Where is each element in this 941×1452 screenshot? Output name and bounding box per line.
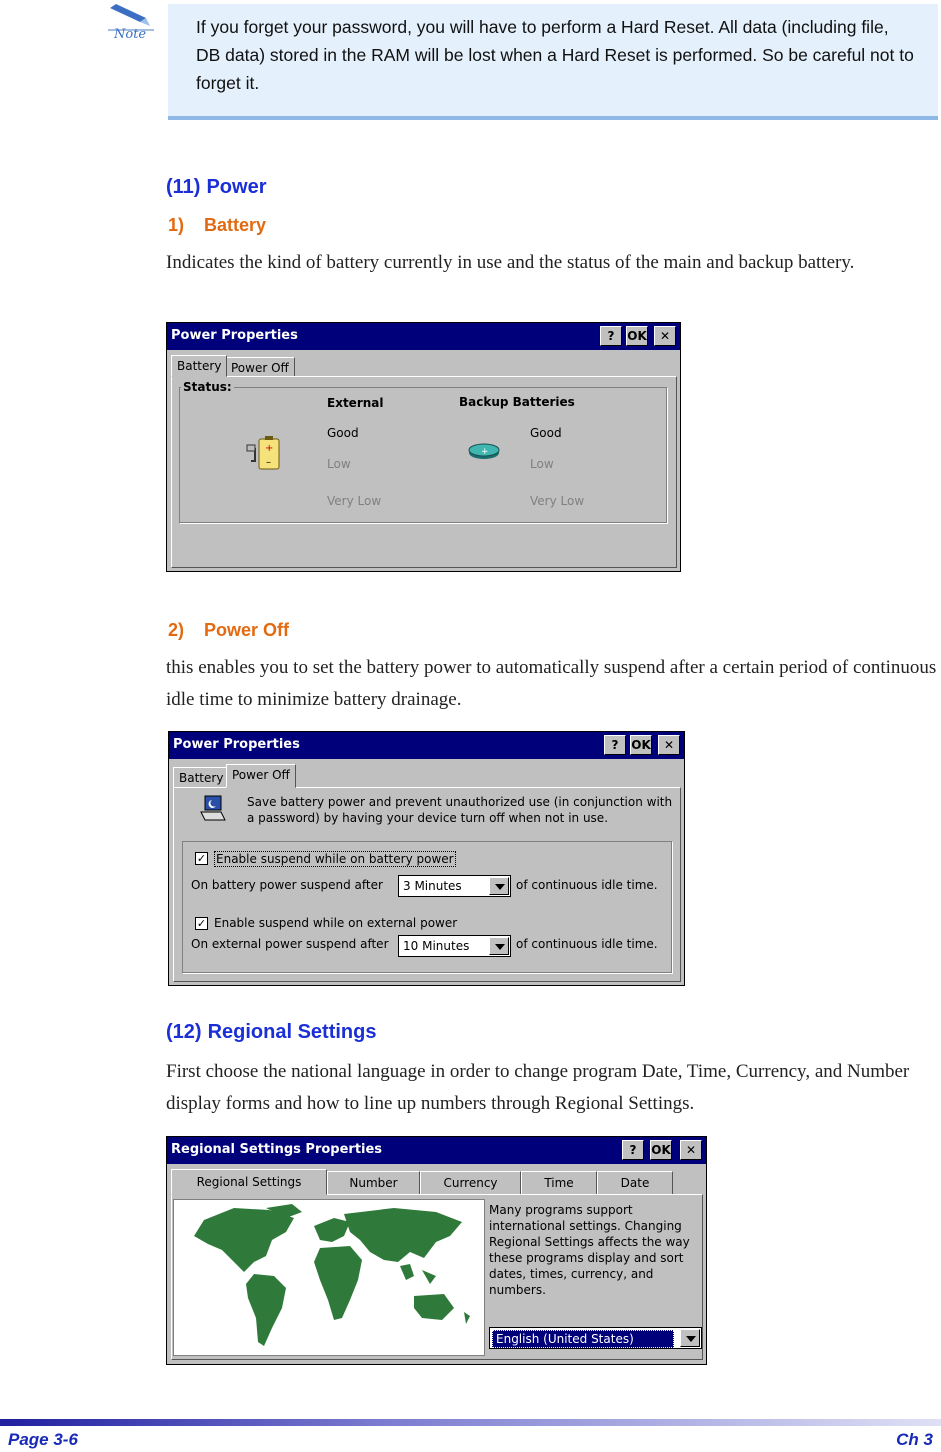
section-11-heading	[166, 176, 267, 199]
world-map	[173, 1199, 485, 1356]
power-properties-poweroff-dialog	[168, 731, 685, 986]
svg-text:+: +	[265, 443, 274, 454]
sub-number: 2)	[168, 620, 185, 640]
battery-suspend-label[interactable]: Enable suspend while on battery power	[216, 852, 454, 866]
note-text: If you forget your password, you will have to perform a Hard Reset. All data (including file, DB data) stored in the RAM will be lost when a Hard Reset is performed. So be careful not to forget it.	[196, 17, 914, 93]
info-line-2: international settings. Changing	[489, 1219, 682, 1233]
section-number: (12)	[166, 1021, 202, 1043]
external-very-low: Very Low	[327, 494, 382, 508]
close-button[interactable]: ✕	[654, 326, 676, 346]
sub-title: Battery	[204, 215, 267, 235]
locale-select[interactable]	[489, 1327, 702, 1349]
regional-description: First choose the national language in order to change program Date, Time, Currency, and Number display forms and how to line up numbers through Regional Settings.	[166, 1061, 910, 1114]
power-properties-battery-dialog	[166, 322, 681, 572]
chevron-down-icon[interactable]	[489, 877, 509, 895]
power-off-description: this enables you to set the battery power to automatically suspend after a certain period of continuous idle time to minimize battery drainage.	[166, 657, 937, 710]
battery-description: Indicates the kind of battery currently in use and the status of the main and backup battery.	[166, 252, 855, 273]
info-line-4: these programs display and sort	[489, 1251, 684, 1265]
battery-idle-suffix: of continuous idle time.	[516, 878, 658, 892]
external-timeout-select[interactable]	[398, 935, 511, 957]
external-suspend-checkbox[interactable]: ✓	[196, 917, 207, 930]
dialog-title: Power Properties	[173, 737, 300, 752]
info-line-3: Regional Settings affects the way	[489, 1235, 690, 1249]
locale-value: English (United States)	[492, 1330, 674, 1348]
external-suspend-label[interactable]: Enable suspend while on external power	[214, 916, 458, 930]
tab-power-off[interactable]: Power Off	[226, 764, 296, 788]
tab-date[interactable]: Date	[597, 1171, 673, 1194]
external-heading: External	[327, 396, 384, 410]
external-good: Good	[327, 426, 359, 440]
note-icon	[106, 0, 156, 44]
section-title: Regional Settings	[207, 1021, 377, 1043]
coin-battery-icon	[467, 441, 501, 461]
status-label: Status:	[183, 380, 232, 394]
external-idle-suffix: of continuous idle time.	[516, 937, 658, 951]
ok-button[interactable]: OK	[626, 326, 648, 346]
dialog-title: Power Properties	[171, 328, 298, 343]
info-line-5: dates, times, currency, and	[489, 1267, 654, 1281]
close-button[interactable]: ✕	[658, 735, 680, 755]
footer-rule	[0, 1419, 941, 1426]
dialog-title: Regional Settings Properties	[171, 1142, 383, 1157]
info-line-1: Many programs support	[489, 1203, 633, 1217]
section-title: Power	[206, 176, 267, 198]
note-icon-label: Note	[114, 27, 147, 42]
battery-timeout-value: 3 Minutes	[403, 879, 462, 893]
sub-heading-power-off	[168, 620, 289, 641]
laptop-icon	[199, 794, 227, 824]
backup-good: Good	[530, 426, 562, 440]
tab-power-off[interactable]: Power Off	[225, 357, 295, 376]
external-timeout-value: 10 Minutes	[403, 939, 470, 953]
section-number: (11)	[166, 176, 201, 198]
chapter-label: Ch 3	[896, 1430, 933, 1449]
help-button[interactable]: ?	[600, 326, 622, 346]
help-button[interactable]: ?	[622, 1140, 644, 1160]
info-line-6: numbers.	[489, 1283, 546, 1297]
chevron-down-icon[interactable]	[489, 937, 509, 955]
tab-time[interactable]: Time	[521, 1171, 597, 1194]
chevron-down-icon[interactable]	[680, 1329, 700, 1347]
ok-button[interactable]: OK	[630, 735, 652, 755]
sub-number: 1)	[168, 215, 185, 235]
close-button[interactable]: ✕	[680, 1140, 702, 1160]
section-12-heading	[166, 1021, 376, 1044]
page-number: Page 3-6	[8, 1430, 78, 1449]
tab-battery[interactable]: Battery	[173, 767, 229, 787]
tab-number[interactable]: Number	[327, 1171, 420, 1194]
regional-settings-dialog	[166, 1136, 707, 1365]
ok-button[interactable]: OK	[650, 1140, 672, 1160]
svg-text:+: +	[481, 447, 489, 457]
external-low: Low	[327, 457, 351, 471]
backup-low: Low	[530, 457, 554, 471]
battery-suspend-after-label: On battery power suspend after	[191, 878, 383, 892]
external-suspend-after-label: On external power suspend after	[191, 937, 389, 951]
battery-timeout-select[interactable]	[398, 875, 511, 897]
tab-regional-settings[interactable]: Regional Settings	[171, 1169, 327, 1195]
help-button[interactable]: ?	[604, 735, 626, 755]
description-line-2: a password) by having your device turn off when not in use.	[247, 811, 609, 825]
backup-very-low: Very Low	[530, 494, 585, 508]
plug-battery-icon	[245, 435, 285, 475]
sub-heading-battery	[168, 215, 266, 236]
svg-text:–: –	[266, 457, 271, 468]
description-line-1: Save battery power and prevent unauthorized use (in conjunction with	[247, 795, 673, 809]
continents	[194, 1204, 470, 1346]
backup-heading: Backup Batteries	[459, 395, 575, 409]
tab-currency[interactable]: Currency	[420, 1171, 521, 1194]
battery-suspend-checkbox[interactable]: ✓	[196, 852, 207, 865]
sub-title: Power Off	[204, 620, 290, 640]
tab-battery[interactable]: Battery	[171, 355, 227, 377]
